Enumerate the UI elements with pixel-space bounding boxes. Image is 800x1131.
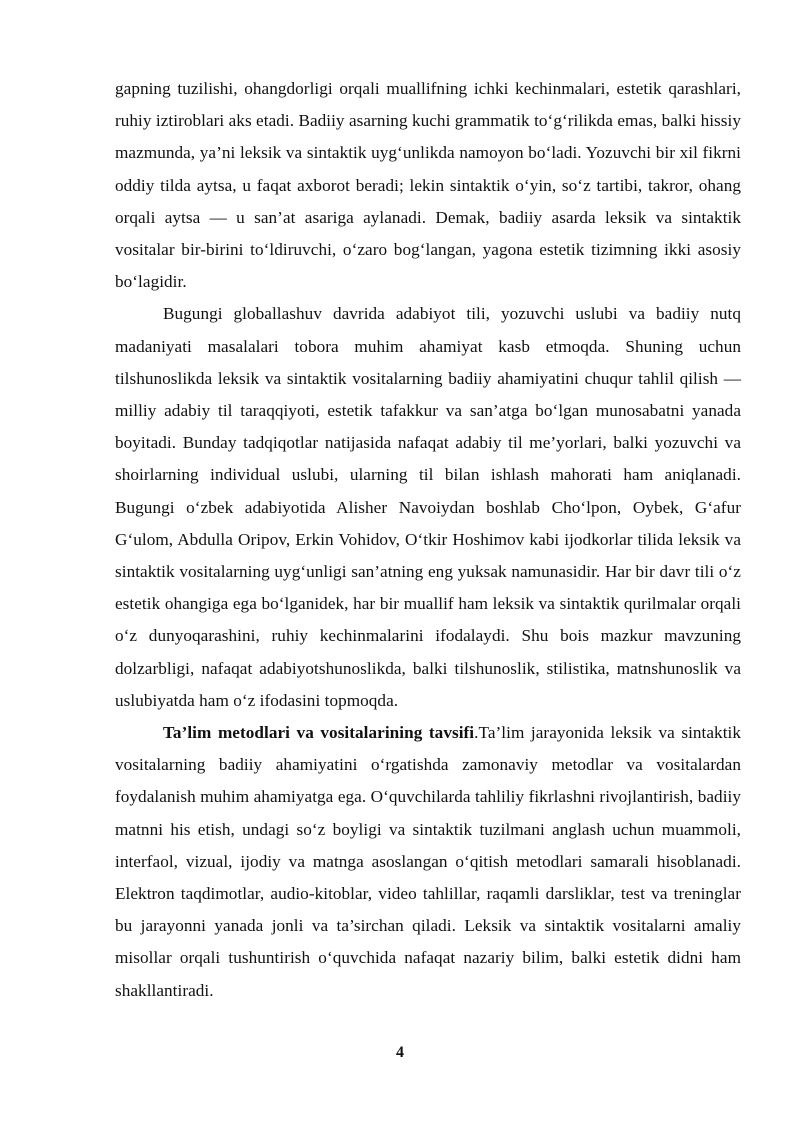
paragraph-text: .Ta’lim jarayonida leksik va sintaktik vositalarning badiiy ahamiyatini o‘rgatishda zamonaviy metodlar va vositalardan foydalanish muhim ahamiyatga ega. O‘quvchilarda tahliliy fikrlashni rivojlantirish, badiiy matnni his etish, undagi so‘z boyligi va sintaktik tuzilmani anglash uchun muammoli, interfaol, vizual, ijodiy va matnga asoslangan o‘qitish metodlari samarali hisoblanadi. Elektron taqdimotlar, audio-kitoblar, video tahlillar, raqamli darsliklar, test va treninglar bu jarayonni yanada jonli va ta’sirchan qiladi. Leksik va sintaktik vositalarni amaliy misollar orqali tushuntirish o‘quvchida nafaqat nazariy bilim, balki estetik didni ham shakllantiradi. — [115, 723, 741, 1000]
paragraph-continuation: gapning tuzilishi, ohangdorligi orqali muallifning ichki kechinmalari, estetik qarashlari, ruhiy iztiroblari aks etadi. Badiiy asarning kuchi grammatik to‘g‘rilikda emas, balki hissiy mazmunda, ya’ni leksik va sintaktik uyg‘unlikda namoyon bo‘ladi. Yozuvchi bir xil fikrni oddiy tilda aytsa, u faqat axborot beradi; lekin sintaktik o‘yin, so‘z tartibi, takror, ohang orqali aytsa — u san’at asariga aylanadi. Demak, badiiy asarda leksik va sintaktik vositalar bir-birini to‘ldiruvchi, o‘zaro bog‘langan, yagona estetik tizimning ikki asosiy bo‘lagidir. — [115, 79, 741, 292]
page-body — [115, 73, 741, 1007]
section-heading: Ta’lim metodlari va vositalarining tavsifi — [163, 723, 475, 743]
page-number: 4 — [396, 1044, 404, 1061]
paragraph-teaching-methods — [115, 717, 741, 1007]
paragraph-globalization: Bugungi globallashuv davrida adabiyot tili, yozuvchi uslubi va badiiy nutq madaniyati masalalari tobora muhim ahamiyat kasb etmoqda. Shuning uchun tilshunoslikda leksik va sintaktik vositalarning badiiy ahamiyatini chuqur tahlil qilish — milliy adabiy til taraqqiyoti, estetik tafakkur va san’atga bo‘lgan munosabatni yanada boyitadi. Bunday tadqiqotlar natijasida nafaqat adabiy til me’yorlari, balki yozuvchi va shoirlarning individual uslubi, ularning til bilan ishlash mahorati ham aniqlanadi. Bugungi o‘zbek adabiyotida Alisher Navoiydan boshlab Cho‘lpon, Oybek, G‘afur G‘ulom, Abdulla Oripov, Erkin Vohidov, O‘tkir Hoshimov kabi ijodkorlar tilida leksik va sintaktik vositalarning uyg‘unligi san’atning eng yuksak namunasidir. Har bir davr tili o‘z estetik ohangiga ega bo‘lganidek, har bir muallif ham leksik va sintaktik qurilmalar orqali o‘z dunyoqarashini, ruhiy kechinmalarini ifodalaydi. Shu bois mazkur mavzuning dolzarbligi, nafaqat adabiyotshunoslikda, balki tilshunoslik, stilistika, matnshunoslik va uslubiyatda ham o‘z ifodasini topmoqda. — [115, 304, 741, 710]
